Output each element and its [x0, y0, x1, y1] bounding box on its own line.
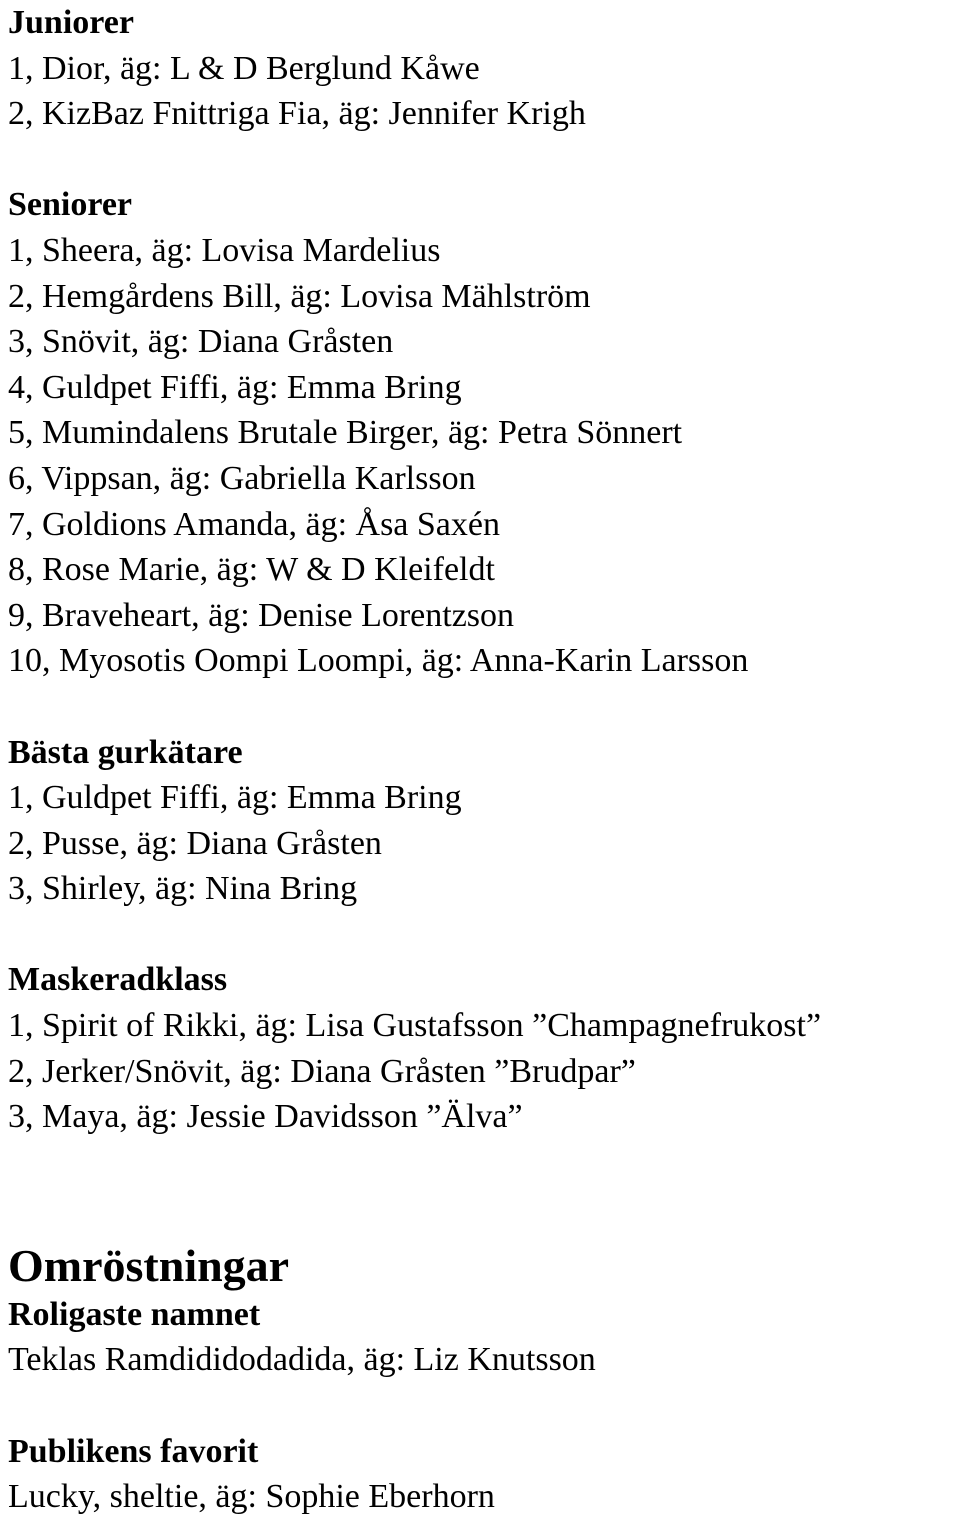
spacer [8, 137, 956, 183]
result-entry: 3, Shirley, äg: Nina Bring [8, 870, 358, 908]
result-entry: 8, Rose Marie, äg: W & D Kleifeldt [8, 551, 495, 589]
result-entry: Lucky, sheltie, äg: Sophie Eberhorn [8, 1478, 495, 1516]
result-entry: 5, Mumindalens Brutale Birger, äg: Petra Sönnert [8, 414, 683, 452]
result-entry: 2, Jerker/Snövit, äg: Diana Gråsten ”Brudpar” [8, 1052, 636, 1090]
section-seniorer [8, 182, 956, 684]
result-entry: 9, Braveheart, äg: Denise Lorentzson [8, 596, 515, 634]
spacer [8, 1383, 956, 1429]
result-entry: 4, Guldpet Fiffi, äg: Emma Bring [8, 368, 462, 406]
section-juniorer [8, 0, 956, 137]
result-entry: 1, Guldpet Fiffi, äg: Emma Bring [8, 779, 462, 817]
result-entry: 1, Dior, äg: L & D Berglund Kåwe [8, 49, 480, 87]
result-entry: 1, Sheera, äg: Lovisa Mardelius [8, 231, 441, 269]
result-entry: 7, Goldions Amanda, äg: Åsa Saxén [8, 505, 500, 543]
result-entry: 3, Snövit, äg: Diana Gråsten [8, 323, 394, 361]
section-title-basta-gurkatare: Bästa gurkätare [8, 733, 243, 771]
result-entry: 10, Myosotis Oompi Loompi, äg: Anna-Karin Larsson [8, 642, 749, 680]
result-entry: 6, Vippsan, äg: Gabriella Karlsson [8, 459, 476, 497]
section-title-seniorer: Seniorer [8, 186, 133, 224]
section-omrostningar [8, 1240, 956, 1520]
spacer [8, 912, 956, 958]
section-title-juniorer: Juniorer [8, 4, 134, 41]
results-document [8, 0, 956, 1520]
section-title-maskeradklass: Maskeradklass [8, 961, 228, 999]
result-entry: 2, Hemgårdens Bill, äg: Lovisa Mählström [8, 277, 591, 315]
publikens-favorit-title: Publikens favorit [8, 1432, 259, 1470]
section-maskeradklass [8, 957, 956, 1139]
result-entry: 3, Maya, äg: Jessie Davidsson ”Älva” [8, 1098, 523, 1136]
result-entry: Teklas Ramdididodadida, äg: Liz Knutsson [8, 1341, 596, 1379]
spacer [8, 1140, 956, 1240]
result-entry: 1, Spirit of Rikki, äg: Lisa Gustafsson ”Champagnefrukost” [8, 1007, 822, 1045]
result-entry: 2, KizBaz Fnittriga Fia, äg: Jennifer Krigh [8, 95, 586, 133]
omrostningar-title: Omröstningar [8, 1239, 290, 1291]
section-basta-gurkatare [8, 730, 956, 912]
spacer [8, 684, 956, 730]
result-entry: 2, Pusse, äg: Diana Gråsten [8, 824, 382, 862]
roligaste-namnet-title: Roligaste namnet [8, 1295, 261, 1333]
